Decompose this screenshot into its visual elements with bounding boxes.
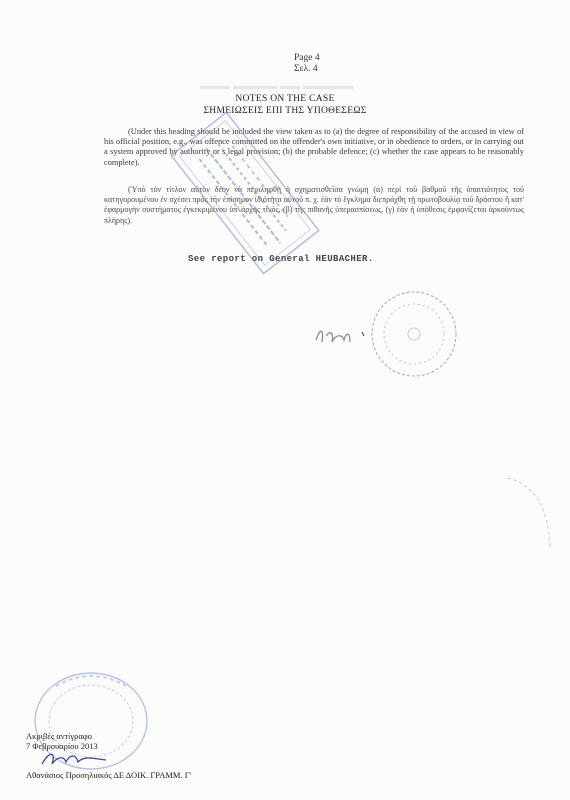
- instructions-paragraph-gr: (Ὑπὸ τὸν τίτλον αὐτὸν δέον νὰ περιληφθῇ ἡ σχηματισθεῖσα γνώμη (α) περὶ τοῦ βαθμοῦ τῆς ὑπαιτιότητος τοῦ κατηγορουμένου ἐν σχέσει πρὸς τὴν ἐπίσημον ἰδιότητα αὐτοῦ π. χ. ἐὰν τὸ ἔγκλημα διεπράχθη τῇ πρωτοβουλίᾳ τοῦ δράστου ἢ κατ' ἐφαρμογὴν συστήματος ἐγκεκριμένου ὑπ' ἀρχῆς τινός, (β) τῆς πιθανῆς ὑπερασπίσεως, (γ) ἐὰν ἡ ὑπόθεσις ἐμφανίζεται ἀρκούντως πλήρης).: [104, 185, 524, 225]
- heading-gr: ΣΗΜΕΙΩΣΕΙΣ ΕΠΙ ΤΗΣ ΥΠΟΘΕΣΕΩΣ: [203, 106, 367, 116]
- heading-en: NOTES ON THE CASE: [235, 94, 335, 104]
- margin-stamp: [498, 468, 558, 558]
- page-number-gr: Σελ. 4: [294, 64, 318, 74]
- certified-copy-label: Ακριβές αντίγραφο: [26, 731, 92, 741]
- page-number: [294, 53, 320, 75]
- typed-note: See report on General HEUBACHER.: [188, 254, 374, 264]
- certification-date: 7 Φεβρουαρίου 2013: [26, 741, 98, 751]
- signatory-block: [26, 770, 191, 780]
- signatory-name: Αθανάσιος Προσηλιακός: [26, 770, 112, 780]
- circular-stamp-right: [368, 288, 460, 380]
- instructions-paragraph-en: (Under this heading should be included the view taken as to (a) the degree of responsibility of the accused in view of his official position, e.g., was offence committed on the offender's own initiative, or in obedience to orders, or in carrying out a system approved by authority or s legal provision; (b) the probable defence; (c) whether the case appears to be reasonably complete).: [104, 127, 524, 167]
- page-number-en: Page 4: [294, 53, 320, 63]
- rectangular-stamp: [170, 108, 320, 278]
- faded-bleed-through-text: [200, 78, 380, 86]
- handwritten-initials: [312, 320, 372, 350]
- signatory-title: ΔΕ ΔΟΙΚ. ΓΡΑΜΜ. Γ': [113, 770, 192, 780]
- handwritten-signature: [40, 748, 110, 770]
